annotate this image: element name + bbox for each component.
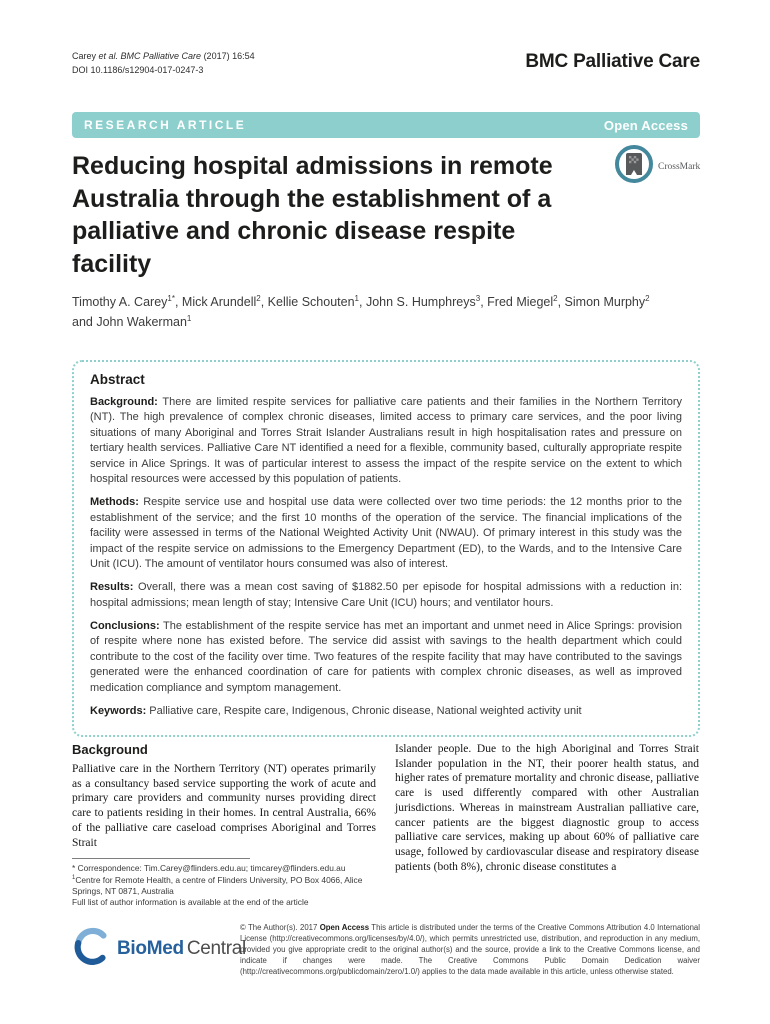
section-text: There are limited respite services for palliative care patients and their families in the Northern Territory (NT). The high prevalence of complex chronic diseases, limited access to primary care services, and the poor living situations of many Aboriginal and Torres Strait Islander Australians result in high hospitalisation rates and pressure on tertiary health services. Palliative Care NT identified a need for a flexible, community based, culturally appropriate respite service in Alice Springs. It was of particular interest to assess the impact of the respite service on the extent to which hospital resources were accessed by this population of patients. bbox=[90, 396, 682, 485]
citation-block bbox=[72, 50, 255, 77]
author-name: Kellie Schouten bbox=[267, 295, 355, 309]
author-superscript: 1 bbox=[186, 313, 192, 323]
crossmark-icon bbox=[614, 144, 654, 189]
journal-title: BMC Palliative Care bbox=[525, 51, 700, 72]
title-line-2: Australia through the establishment of a bbox=[72, 184, 552, 213]
title-line-4: facility bbox=[72, 249, 152, 278]
section-label: Results: bbox=[90, 581, 134, 594]
authors-row-2 bbox=[72, 312, 682, 332]
section-text: Respite service use and hospital use data were collected over two time periods: the 12 months prior to the establishment of the service; and the first 10 months of the operation of the service. The financial implications of the facility were assessed in terms of the National Weighted Activity Unit (NWAU). Of primary interest in this study was the impact of the respite service on admissions to the Emergency Department (ED), to the Wards, and to the Intensive Care Unit (ICU). The amount of ventilator hours consumed was also of interest. bbox=[90, 496, 682, 570]
biomed-central-logo bbox=[72, 926, 246, 971]
open-access-bold: Open Access bbox=[319, 923, 370, 932]
body-right-paragraph: Islander people. Due to the high Aboriginal and Torres Strait Islander population in the NT, their poorer health status, and higher rates of premature mortality and chronic disease, palliative care is used differently compared with other Australian jurisdictions. Whereas in mainstream Australian palliative care, cancer patients are the biggest diagnostic group to access palliative care services, making up about 60% of palliative care usage, followed by cardiovascular disease and respiratory disease patients (both 8%), chronic disease constitutes a bbox=[395, 743, 699, 873]
body-left-column bbox=[72, 742, 376, 909]
abstract-section-background bbox=[90, 395, 682, 487]
section-label: Background: bbox=[90, 396, 158, 408]
author-separator: and bbox=[72, 315, 97, 329]
logo-wordmark bbox=[117, 938, 246, 960]
author-separator: , bbox=[480, 295, 488, 309]
section-text: Overall, there was a mean cost saving of $1882.50 per episode for hospital admissions with a reduction in: hospital admissions; mean length of stay; Intensive Care Unit (ICU) hours; and ventilator hours. bbox=[90, 581, 682, 609]
page-header bbox=[72, 50, 700, 77]
body-left-paragraph: Palliative care in the Northern Territory (NT) operates primarily as a consultancy based service supporting the work of acute and primary care providers and community nurses providing direct care to patients residing in their homes. In central Australia, 66% of the palliative care caseload comprises Aboriginal and Torres Strait bbox=[72, 763, 376, 849]
keywords-text: Palliative care, Respite care, Indigenous, Chronic disease, National weighted activity unit bbox=[146, 705, 582, 718]
author-separator: , bbox=[174, 295, 182, 309]
open-access-badge: Open Access bbox=[603, 117, 688, 133]
author-name: John S. Humphreys bbox=[365, 295, 476, 309]
abstract-section-results bbox=[90, 580, 682, 611]
author-name: Simon Murphy bbox=[564, 295, 646, 309]
section-label: Conclusions: bbox=[90, 620, 160, 633]
keywords-label: Keywords: bbox=[90, 705, 147, 718]
authors-row-1 bbox=[72, 292, 682, 312]
section-text: The establishment of the respite service has met an important and unmet need in Alice Springs: provision of respite where none has existed before. The service did assist with savings to the health department which could contribute to the cost of the facility over time. Two features of the respite facility that may have contributed to the savings generated were the enhanced coordination of care for patients with complex chronic diseases, as well as improved medication compliance and symptom management. bbox=[90, 620, 682, 694]
affiliation-note: $^1$Centre for Remote Health, a centre of Flinders University, PO Box 4066, Alice Springs, NT 0871, Australia bbox=[72, 874, 363, 896]
section-label: Methods: bbox=[90, 496, 139, 509]
author-superscript: 2 bbox=[645, 293, 650, 303]
author-info-note: Full list of author information is available at the end of the article bbox=[72, 897, 309, 908]
author-name: John Wakerman bbox=[96, 315, 187, 329]
page-footer bbox=[72, 922, 700, 977]
authors-line bbox=[72, 292, 682, 332]
title-line-1: Reducing hospital admissions in remote bbox=[72, 152, 553, 180]
author-separator: , bbox=[359, 295, 366, 309]
citation-journal-italic: et al. BMC Palliative Care bbox=[98, 51, 202, 61]
author-superscript: 1* bbox=[167, 293, 175, 303]
author-superscript: 2 bbox=[256, 293, 261, 303]
crossmark-label: CrossMark bbox=[658, 161, 701, 172]
correspondence-note: * Correspondence: Tim.Carey@flinders.edu.au; timcarey@flinders.edu.au bbox=[72, 863, 346, 874]
background-heading: Background bbox=[72, 742, 148, 757]
author-separator: , bbox=[557, 295, 565, 309]
copyright-text: © The Author(s). 2017 Open Access This article is distributed under the terms of the Creative Commons Attribution 4.0 International License (http://creativecommons.org/licenses/by/4.0/), which permits unrestricted use, distribution, and reproduction in any medium, provided you give appropriate credit to the original author(s) and the source, provide a link to the Creative Commons license, and indicate if changes were made. The Creative Commons Public Domain Dedication waiver (http://creativecommons.org/publicdomain/zero/1.0/) applies to the data made available in this article, unless otherwise stated. bbox=[240, 923, 700, 977]
citation-line: Carey et al. BMC Palliative Care (2017) 16:54 bbox=[72, 51, 255, 61]
body-columns bbox=[72, 742, 700, 909]
author-superscript: 1 bbox=[354, 293, 359, 303]
abstract-section-conclusions bbox=[90, 619, 682, 696]
author-name: Fred Miegel bbox=[487, 295, 554, 309]
footnote-block bbox=[72, 858, 376, 908]
abstract-box bbox=[72, 360, 700, 737]
author-name: Timothy A. Carey bbox=[72, 295, 168, 309]
banner-label: RESEARCH ARTICLE bbox=[84, 118, 247, 132]
author-separator: , bbox=[260, 295, 268, 309]
footnote-separator bbox=[72, 858, 250, 859]
author-superscript: 2 bbox=[553, 293, 558, 303]
logo-text-biomed: BioMed bbox=[117, 937, 184, 959]
doi-line: DOI 10.1186/s12904-017-0247-3 bbox=[72, 64, 204, 75]
biomed-logo-icon bbox=[72, 926, 112, 971]
affiliation-superscript: 1 bbox=[72, 874, 76, 881]
author-name: Mick Arundell bbox=[181, 295, 257, 309]
abstract-title: Abstract bbox=[90, 372, 145, 387]
research-article-banner bbox=[72, 112, 700, 138]
logo-text-central: Central bbox=[186, 937, 246, 959]
abstract-section-methods bbox=[90, 495, 682, 572]
crossmark-badge[interactable] bbox=[614, 144, 700, 189]
author-superscript: 3 bbox=[475, 293, 481, 303]
article-title bbox=[72, 150, 624, 280]
title-line-3: palliative and chronic disease respite bbox=[72, 217, 516, 245]
abstract-keywords bbox=[90, 704, 682, 719]
body-right-column bbox=[395, 742, 699, 909]
